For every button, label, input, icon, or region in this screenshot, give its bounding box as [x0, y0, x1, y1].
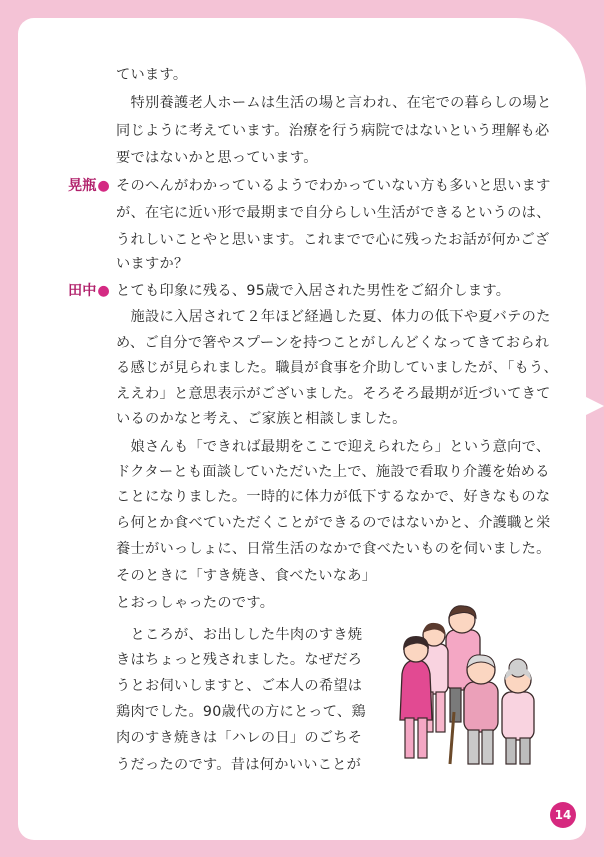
- text-line: いますか？: [116, 256, 189, 272]
- text-line: きはちょっと残されました。なぜだろ: [116, 652, 363, 668]
- text-line: 娘さんも「できれば最期をここで迎えられたら」という意向で、: [116, 439, 551, 455]
- text-line: そのへんがわかっているようでわかっていない方も多いと思います: [116, 178, 551, 194]
- text-line: うとお伺いしますと、ご本人の希望は: [116, 678, 363, 694]
- text-line: ええわ」と意思表示がございました。そろそろ最期が近づいてきて: [116, 386, 551, 402]
- text-line: うだったのです。昔は何かいいことが: [116, 757, 362, 773]
- text-line: ことになりました。一時的に体力が低下するなかで、好きなものな: [116, 489, 551, 505]
- text-line: とても印象に残る、95歳で入居された男性をご紹介します。: [116, 283, 511, 299]
- text-line: いるのかなと考え、ご家族と相談しました。: [116, 411, 407, 427]
- text-line: 要ではないかと思っています。: [116, 150, 318, 166]
- text-line: る感じが見られました。職員が食事を介助していましたが、「もう、: [116, 360, 559, 376]
- page-number-badge: 14: [550, 802, 576, 828]
- text-line: ドクターとも面談していただいた上で、施設で看取り介護を始める: [116, 464, 550, 480]
- text-line: が、在宅に近い形で最期まで自分らしい生活ができるというのは、: [116, 205, 551, 221]
- text-line: ところが、お出しした牛肉のすき焼: [116, 627, 363, 643]
- illustration-elderly-woman: [502, 659, 534, 764]
- text-line: うれしいことやと思います。これまでで心に残ったお話が何かござ: [116, 232, 550, 248]
- text-line: 鶏肉でした。90歳代の方にとって、鶏: [116, 704, 366, 720]
- text-line: 同じように考えています。治療を行う病院ではないという理解も必: [116, 123, 550, 139]
- family-illustration: [394, 602, 546, 770]
- illustration-woman-front: [400, 636, 432, 758]
- text-line: 養士がいっしょに、日常生活のなかで食べたいものを伺いました。: [116, 541, 551, 557]
- text-line: 肉のすき焼きは「ハレの日」のごちそ: [116, 730, 363, 746]
- text-line: め、ご自分で箸やスプーンを持つことがしんどくなってきておられ: [116, 335, 550, 351]
- text-line: ています。: [116, 67, 188, 83]
- text-line: 特別養護老人ホームは生活の場と言われ、在宅での暮らしの場と: [116, 95, 552, 111]
- text-line: そのときに「すき焼き、食べたいなあ」: [116, 568, 377, 584]
- speaker-label-tanaka: 田中●: [68, 283, 110, 299]
- text-line: 施設に入居されて２年ほど経過した夏、体力の低下や夏バテのた: [116, 309, 551, 325]
- text-line: とおっしゃったのです。: [116, 595, 275, 611]
- speaker-label-hasegawa: 晃瓶●: [68, 178, 110, 194]
- text-line: ら何とか食べていただくことができるのではないかと、介護職と栄: [116, 515, 551, 531]
